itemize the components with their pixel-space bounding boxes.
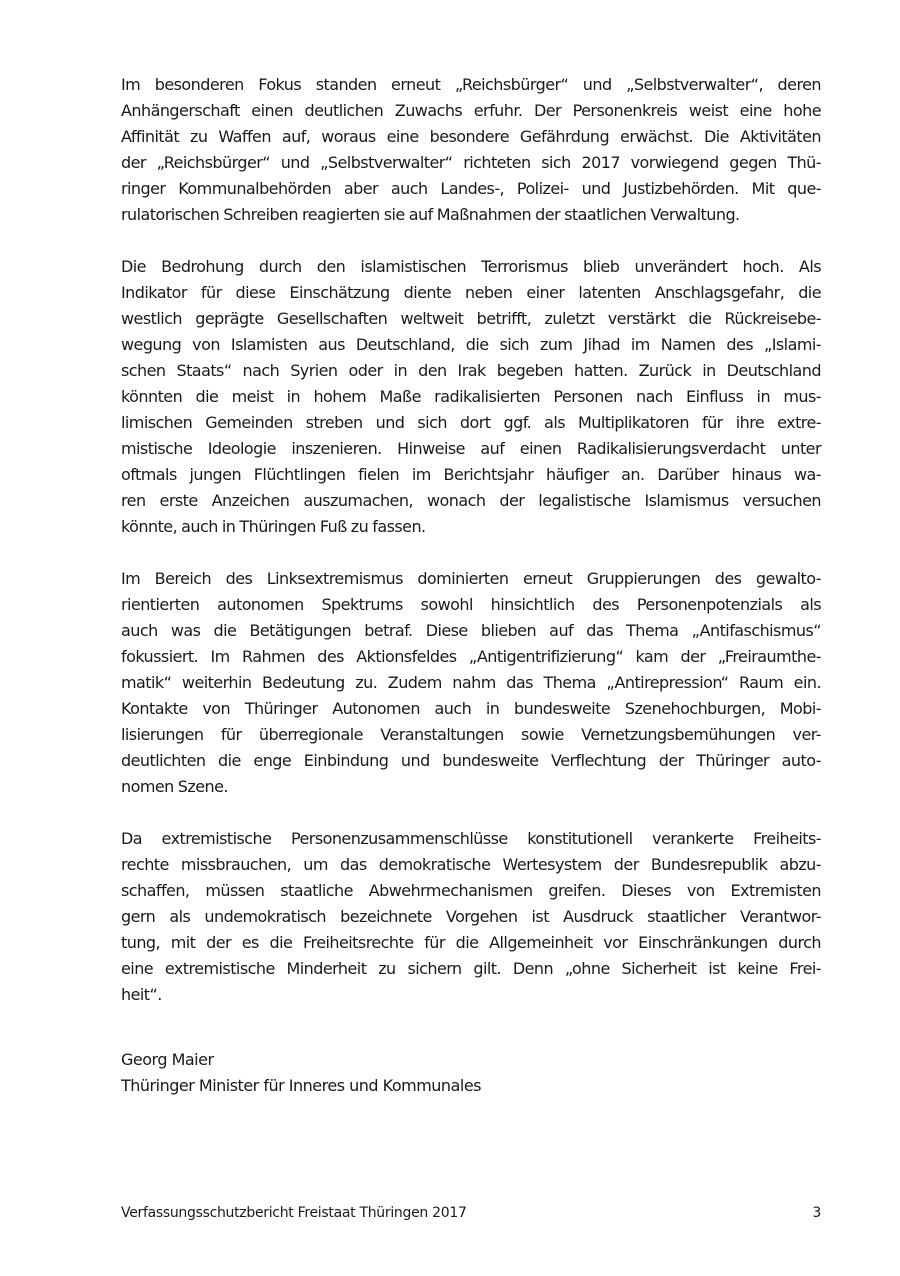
paragraph-reichsbuerger <box>121 72 821 228</box>
text-line: ringer Kommunalbehörden aber auch Landes-, Polizei- und Justizbehörden. Mit que- <box>121 179 821 198</box>
text-line: heit“. <box>121 985 162 1004</box>
signature-block <box>121 1047 481 1099</box>
text-line: westlich geprägte Gesellschaften weltweit betrifft, zuletzt verstärkt die Rückreisebe- <box>121 309 821 328</box>
text-line: der „Reichsbürger“ und „Selbstverwalter“ richteten sich 2017 vorwiegend gegen Thü- <box>121 153 821 172</box>
text-line: matik“ weiterhin Bedeutung zu. Zudem nahm das Thema „Antirepression“ Raum ein. <box>121 673 821 692</box>
text-line: fokussiert. Im Rahmen des Aktionsfeldes „Antigentrifizierung“ kam der „Freiraumthe- <box>121 647 821 666</box>
text-line: ren erste Anzeichen auszumachen, wonach der legalistische Islamismus versuchen <box>121 491 821 510</box>
text-line: rientierten autonomen Spektrums sowohl hinsichtlich des Personenpotenzials als <box>121 595 821 614</box>
text-line: schen Staats“ nach Syrien oder in den Irak begeben hatten. Zurück in Deutschland <box>121 361 821 380</box>
footer-publication-title: Verfassungsschutzbericht Freistaat Thüringen 2017 <box>121 1205 467 1221</box>
text-line: könnte, auch in Thüringen Fuß zu fassen. <box>121 517 426 536</box>
paragraph-linksextremismus <box>121 566 821 800</box>
text-line: schaffen, müssen staatliche Abwehrmechanismen greifen. Dieses von Extremisten <box>121 881 821 900</box>
text-line: auch was die Betätigungen betraf. Diese blieben auf das Thema „Antifaschismus“ <box>121 621 821 640</box>
text-line: lisierungen für überregionale Veranstaltungen sowie Vernetzungsbemühungen ver- <box>121 725 821 744</box>
page-footer <box>121 1203 821 1223</box>
text-line: Affinität zu Waffen auf, woraus eine besondere Gefährdung erwächst. Die Aktivitäten <box>121 127 821 146</box>
text-line: deutlichten die enge Einbindung und bundesweite Verflechtung der Thüringer auto- <box>121 751 821 770</box>
paragraph-islamismus <box>121 254 821 540</box>
text-line: Indikator für diese Einschätzung diente neben einer latenten Anschlagsgefahr, die <box>121 283 821 302</box>
page-number: 3 <box>812 1205 821 1221</box>
paragraph-freiheitsrechte <box>121 826 821 1008</box>
text-line: Kontakte von Thüringer Autonomen auch in bundesweite Szenehochburgen, Mobi- <box>121 699 821 718</box>
text-line: rechte missbrauchen, um das demokratische Wertesystem der Bundesrepublik abzu- <box>121 855 821 874</box>
text-line: tung, mit der es die Freiheitsrechte für die Allgemeinheit vor Einschränkungen durch <box>121 933 821 952</box>
text-line: gern als undemokratisch bezeichnete Vorgehen ist Ausdruck staatlicher Verantwor- <box>121 907 821 926</box>
text-line: Da extremistische Personenzusammenschlüsse konstitutionell verankerte Freiheits- <box>121 829 821 848</box>
document-body <box>121 72 821 1034</box>
signatory-name: Georg Maier <box>121 1050 214 1069</box>
text-line: Im Bereich des Linksextremismus dominierten erneut Gruppierungen des gewalto- <box>121 569 821 588</box>
signatory-title: Thüringer Minister für Inneres und Kommunales <box>121 1076 481 1095</box>
text-line: limischen Gemeinden streben und sich dort ggf. als Multiplikatoren für ihre extre- <box>121 413 821 432</box>
text-line: mistische Ideologie inszenieren. Hinweise auf einen Radikalisierungsverdacht unter <box>121 439 821 458</box>
text-line: wegung von Islamisten aus Deutschland, die sich zum Jihad im Namen des „Islami- <box>121 335 821 354</box>
text-line: nomen Szene. <box>121 777 228 796</box>
text-line: Anhängerschaft einen deutlichen Zuwachs erfuhr. Der Personenkreis weist eine hohe <box>121 101 821 120</box>
text-line: Die Bedrohung durch den islamistischen Terrorismus blieb unverändert hoch. Als <box>121 257 821 276</box>
text-line: eine extremistische Minderheit zu sichern gilt. Denn „ohne Sicherheit ist keine Frei- <box>121 959 821 978</box>
text-line: oftmals jungen Flüchtlingen fielen im Berichtsjahr häufiger an. Darüber hinaus wa- <box>121 465 821 484</box>
text-line: rulatorischen Schreiben reagierten sie auf Maßnahmen der staatlichen Verwaltung. <box>121 205 740 224</box>
text-line: Im besonderen Fokus standen erneut „Reichsbürger“ und „Selbstverwalter“, deren <box>121 75 821 94</box>
text-line: könnten die meist in hohem Maße radikalisierten Personen nach Einfluss in mus- <box>121 387 821 406</box>
